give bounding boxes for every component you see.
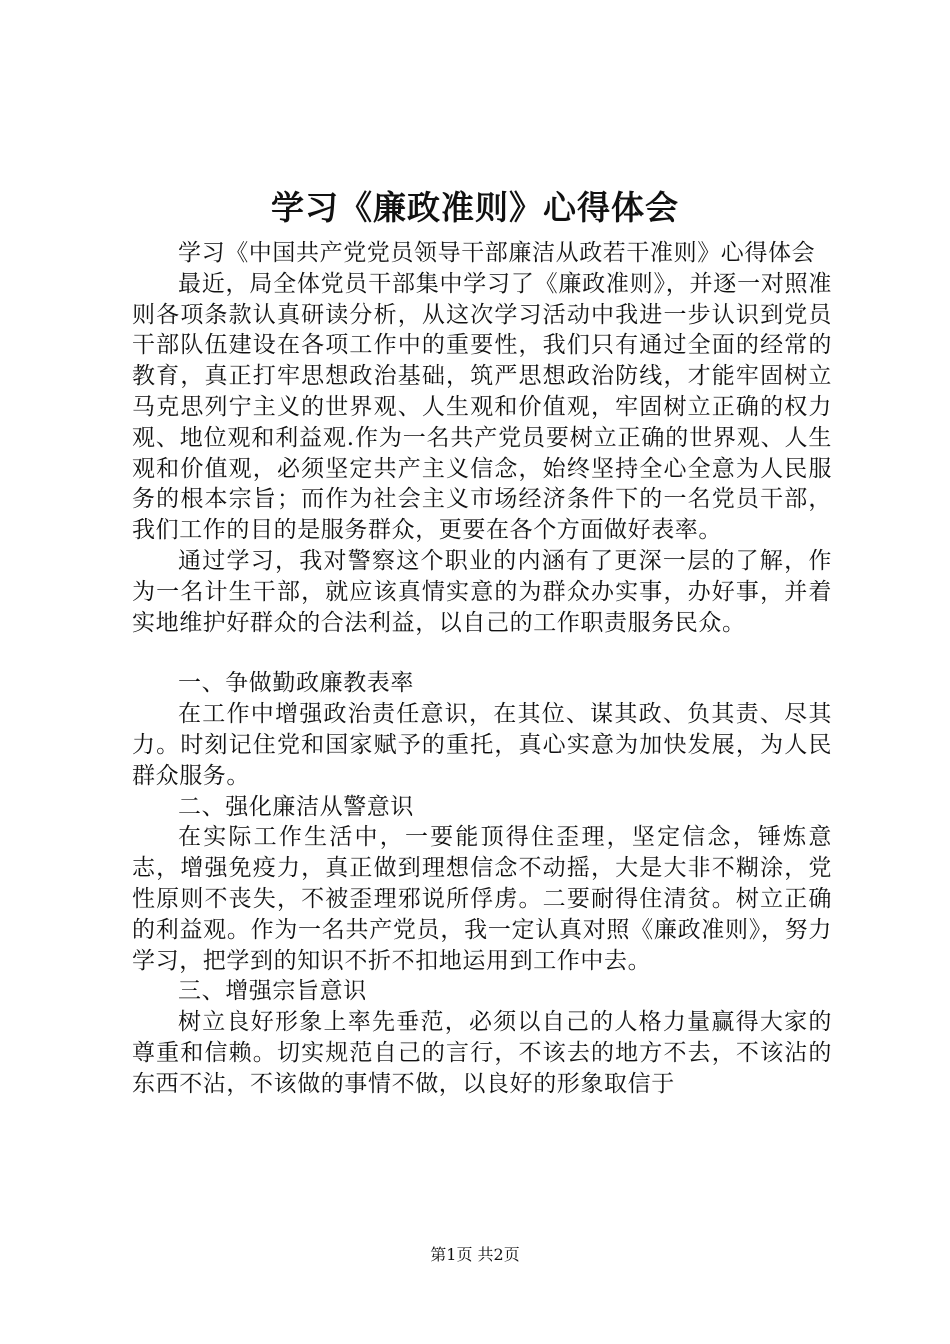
document-title: 学习《廉政准则》心得体会 — [271, 188, 679, 227]
body-paragraph: 最近，局全体党员干部集中学习了《廉政准则》，并逐一对照准则各项条款认真研读分析，从这次学习活动中我进一步认识到党员干部队伍建设在各项工作中的重要性，我们只有通过全面的经常的教育，真正打牢思想政治基础，筑严思想政治防线，才能牢固树立马克思列宁主义的世界观、人生观和价值观，牢固树立正确的权力观、地位观和利益观.作为一名共产党员要树立正确的世界观、人生观和价值观，必须坚定共产主义信念，始终坚持全心全意为人民服务的根本宗旨；而作为社会主义市场经济条件下的一名党员干部，我们工作的目的是服务群众，更要在各个方面做好表率。 — [132, 270, 832, 544]
body-paragraph: 在实际工作生活中，一要能顶得住歪理，坚定信念，锤炼意志，增强免疫力，真正做到理想信念不动摇，大是大非不糊涂，党性原则不丧失，不被歪理邪说所俘虏。二要耐得住清贫。树立正确的利益观。作为一名共产党员，我一定认真对照《廉政准则》，努力学习，把学到的知识不折不扣地运用到工作中去。 — [132, 824, 832, 974]
section-heading: 三、增强宗旨意识 — [178, 978, 367, 1005]
body-paragraph: 通过学习，我对警察这个职业的内涵有了更深一层的了解，作为一名计生干部，就应该真情实意的为群众办实事，办好事，并着实地维护好群众的合法利益，以自己的工作职责服务民众。 — [132, 547, 832, 636]
body-paragraph: 树立良好形象上率先垂范，必须以自己的人格力量赢得大家的尊重和信赖。切实规范自己的言行，不该去的地方不去，不该沾的东西不沾，不该做的事情不做，以良好的形象取信于 — [132, 1009, 832, 1097]
body-paragraph: 在工作中增强政治责任意识，在其位、谋其政、负其责、尽其力。时刻记住党和国家赋予的重托，真心实意为加快发展，为人民群众服务。 — [132, 701, 832, 789]
section-heading: 一、争做勤政廉教表率 — [178, 670, 414, 697]
page-footer: 第1页 共2页 — [430, 1245, 520, 1264]
subtitle-paragraph: 学习《中国共产党党员领导干部廉洁从政若干准则》心得体会 — [178, 240, 816, 266]
section-heading: 二、强化廉洁从警意识 — [178, 793, 414, 820]
document-body — [132, 238, 832, 1100]
